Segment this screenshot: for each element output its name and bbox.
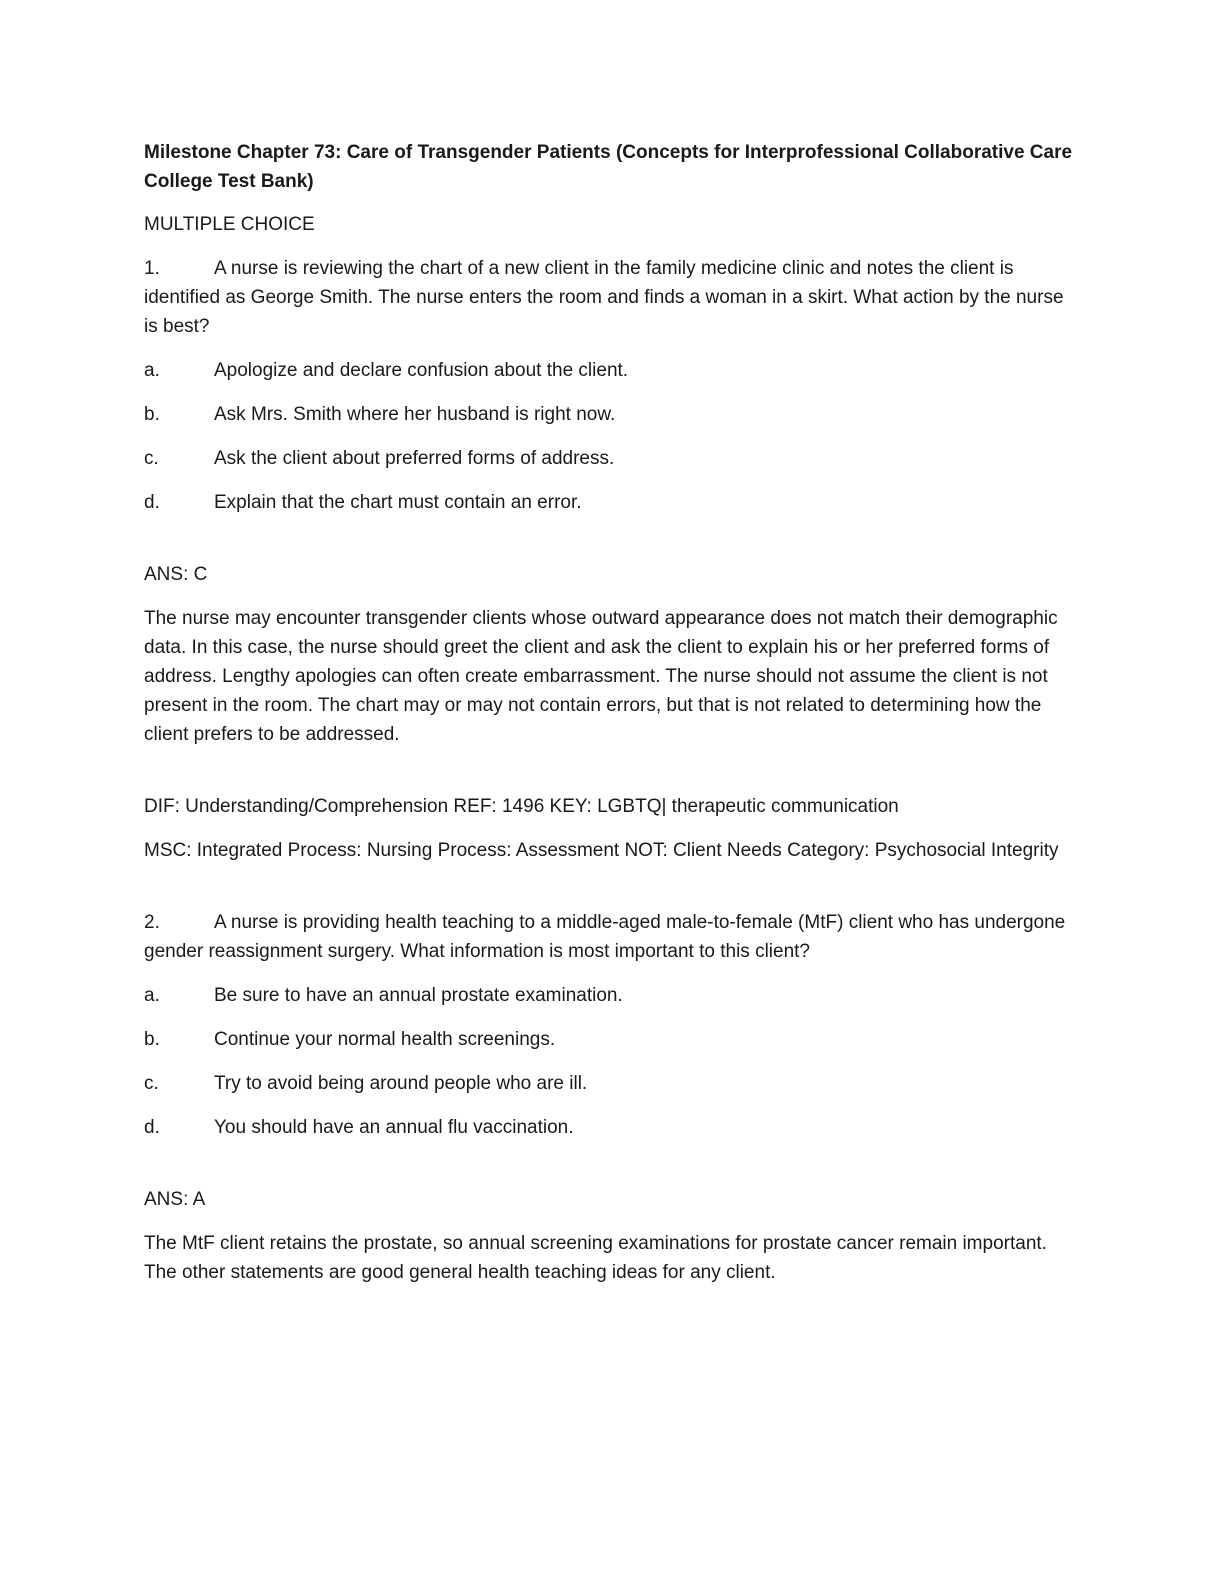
question-1-msc: MSC: Integrated Process: Nursing Process: Assessment NOT: Client Needs Category: Psychosocial Integrity xyxy=(144,840,1059,861)
question-1-dif: DIF: Understanding/Comprehension REF: 1496 KEY: LGBTQ| therapeutic communication xyxy=(144,796,899,817)
option-text: Try to avoid being around people who are ill. xyxy=(214,1073,588,1094)
question-2-option-c xyxy=(144,1069,1080,1098)
question-1-option-b xyxy=(144,400,1080,429)
option-letter: c. xyxy=(144,1073,159,1094)
spacer xyxy=(144,880,1080,908)
question-2-option-d xyxy=(144,1113,1080,1142)
option-letter: d. xyxy=(144,492,160,513)
question-1-option-a xyxy=(144,356,1080,385)
option-letter: a. xyxy=(144,985,160,1006)
option-text: Explain that the chart must contain an error. xyxy=(214,492,582,513)
question-2-number: 2. xyxy=(144,912,160,933)
section-heading: MULTIPLE CHOICE xyxy=(144,214,315,235)
question-2-answer: ANS: A xyxy=(144,1189,206,1210)
option-text: Ask the client about preferred forms of address. xyxy=(214,448,615,469)
option-letter: b. xyxy=(144,404,160,425)
spacer xyxy=(144,1157,1080,1185)
option-text: You should have an annual flu vaccination. xyxy=(214,1117,574,1138)
question-2-stem: A nurse is providing health teaching to a middle-aged male-to-female (MtF) client who has undergone gender reassignment surgery. What information is most important to this client? xyxy=(144,912,1066,962)
spacer xyxy=(144,764,1080,792)
spacer xyxy=(144,532,1080,560)
question-2-option-b xyxy=(144,1025,1080,1054)
question-2-option-a xyxy=(144,981,1080,1010)
question-1-stem: A nurse is reviewing the chart of a new client in the family medicine clinic and notes the client is identified as George Smith. The nurse enters the room and finds a woman in a skirt. What action by the nurse is best? xyxy=(144,258,1064,337)
question-1-number: 1. xyxy=(144,258,160,279)
document-page xyxy=(144,138,1080,1302)
question-1-answer: ANS: C xyxy=(144,564,208,585)
question-1-option-d xyxy=(144,488,1080,517)
option-letter: b. xyxy=(144,1029,160,1050)
question-1-rationale: The nurse may encounter transgender clients whose outward appearance does not match their demographic data. In this case, the nurse should greet the client and ask the client to explain his or her preferred forms of address. Lengthy apologies can often create embarrassment. The nurse should not assume the client is not present in the room. The chart may or may not contain errors, but that is not related to determining how the client prefers to be addressed. xyxy=(144,608,1058,745)
question-2 xyxy=(144,908,1080,966)
option-letter: a. xyxy=(144,360,160,381)
option-text: Be sure to have an annual prostate examination. xyxy=(214,985,623,1006)
document-title: Milestone Chapter 73: Care of Transgender Patients (Concepts for Interprofessional Collaborative Care College Test Bank) xyxy=(144,142,1073,192)
question-1 xyxy=(144,254,1080,341)
option-letter: c. xyxy=(144,448,159,469)
question-2-rationale: The MtF client retains the prostate, so annual screening examinations for prostate cancer remain important. The other statements are good general health teaching ideas for any client. xyxy=(144,1233,1047,1283)
option-text: Continue your normal health screenings. xyxy=(214,1029,556,1050)
option-text: Apologize and declare confusion about the client. xyxy=(214,360,629,381)
option-letter: d. xyxy=(144,1117,160,1138)
option-text: Ask Mrs. Smith where her husband is right now. xyxy=(214,404,616,425)
question-1-option-c xyxy=(144,444,1080,473)
